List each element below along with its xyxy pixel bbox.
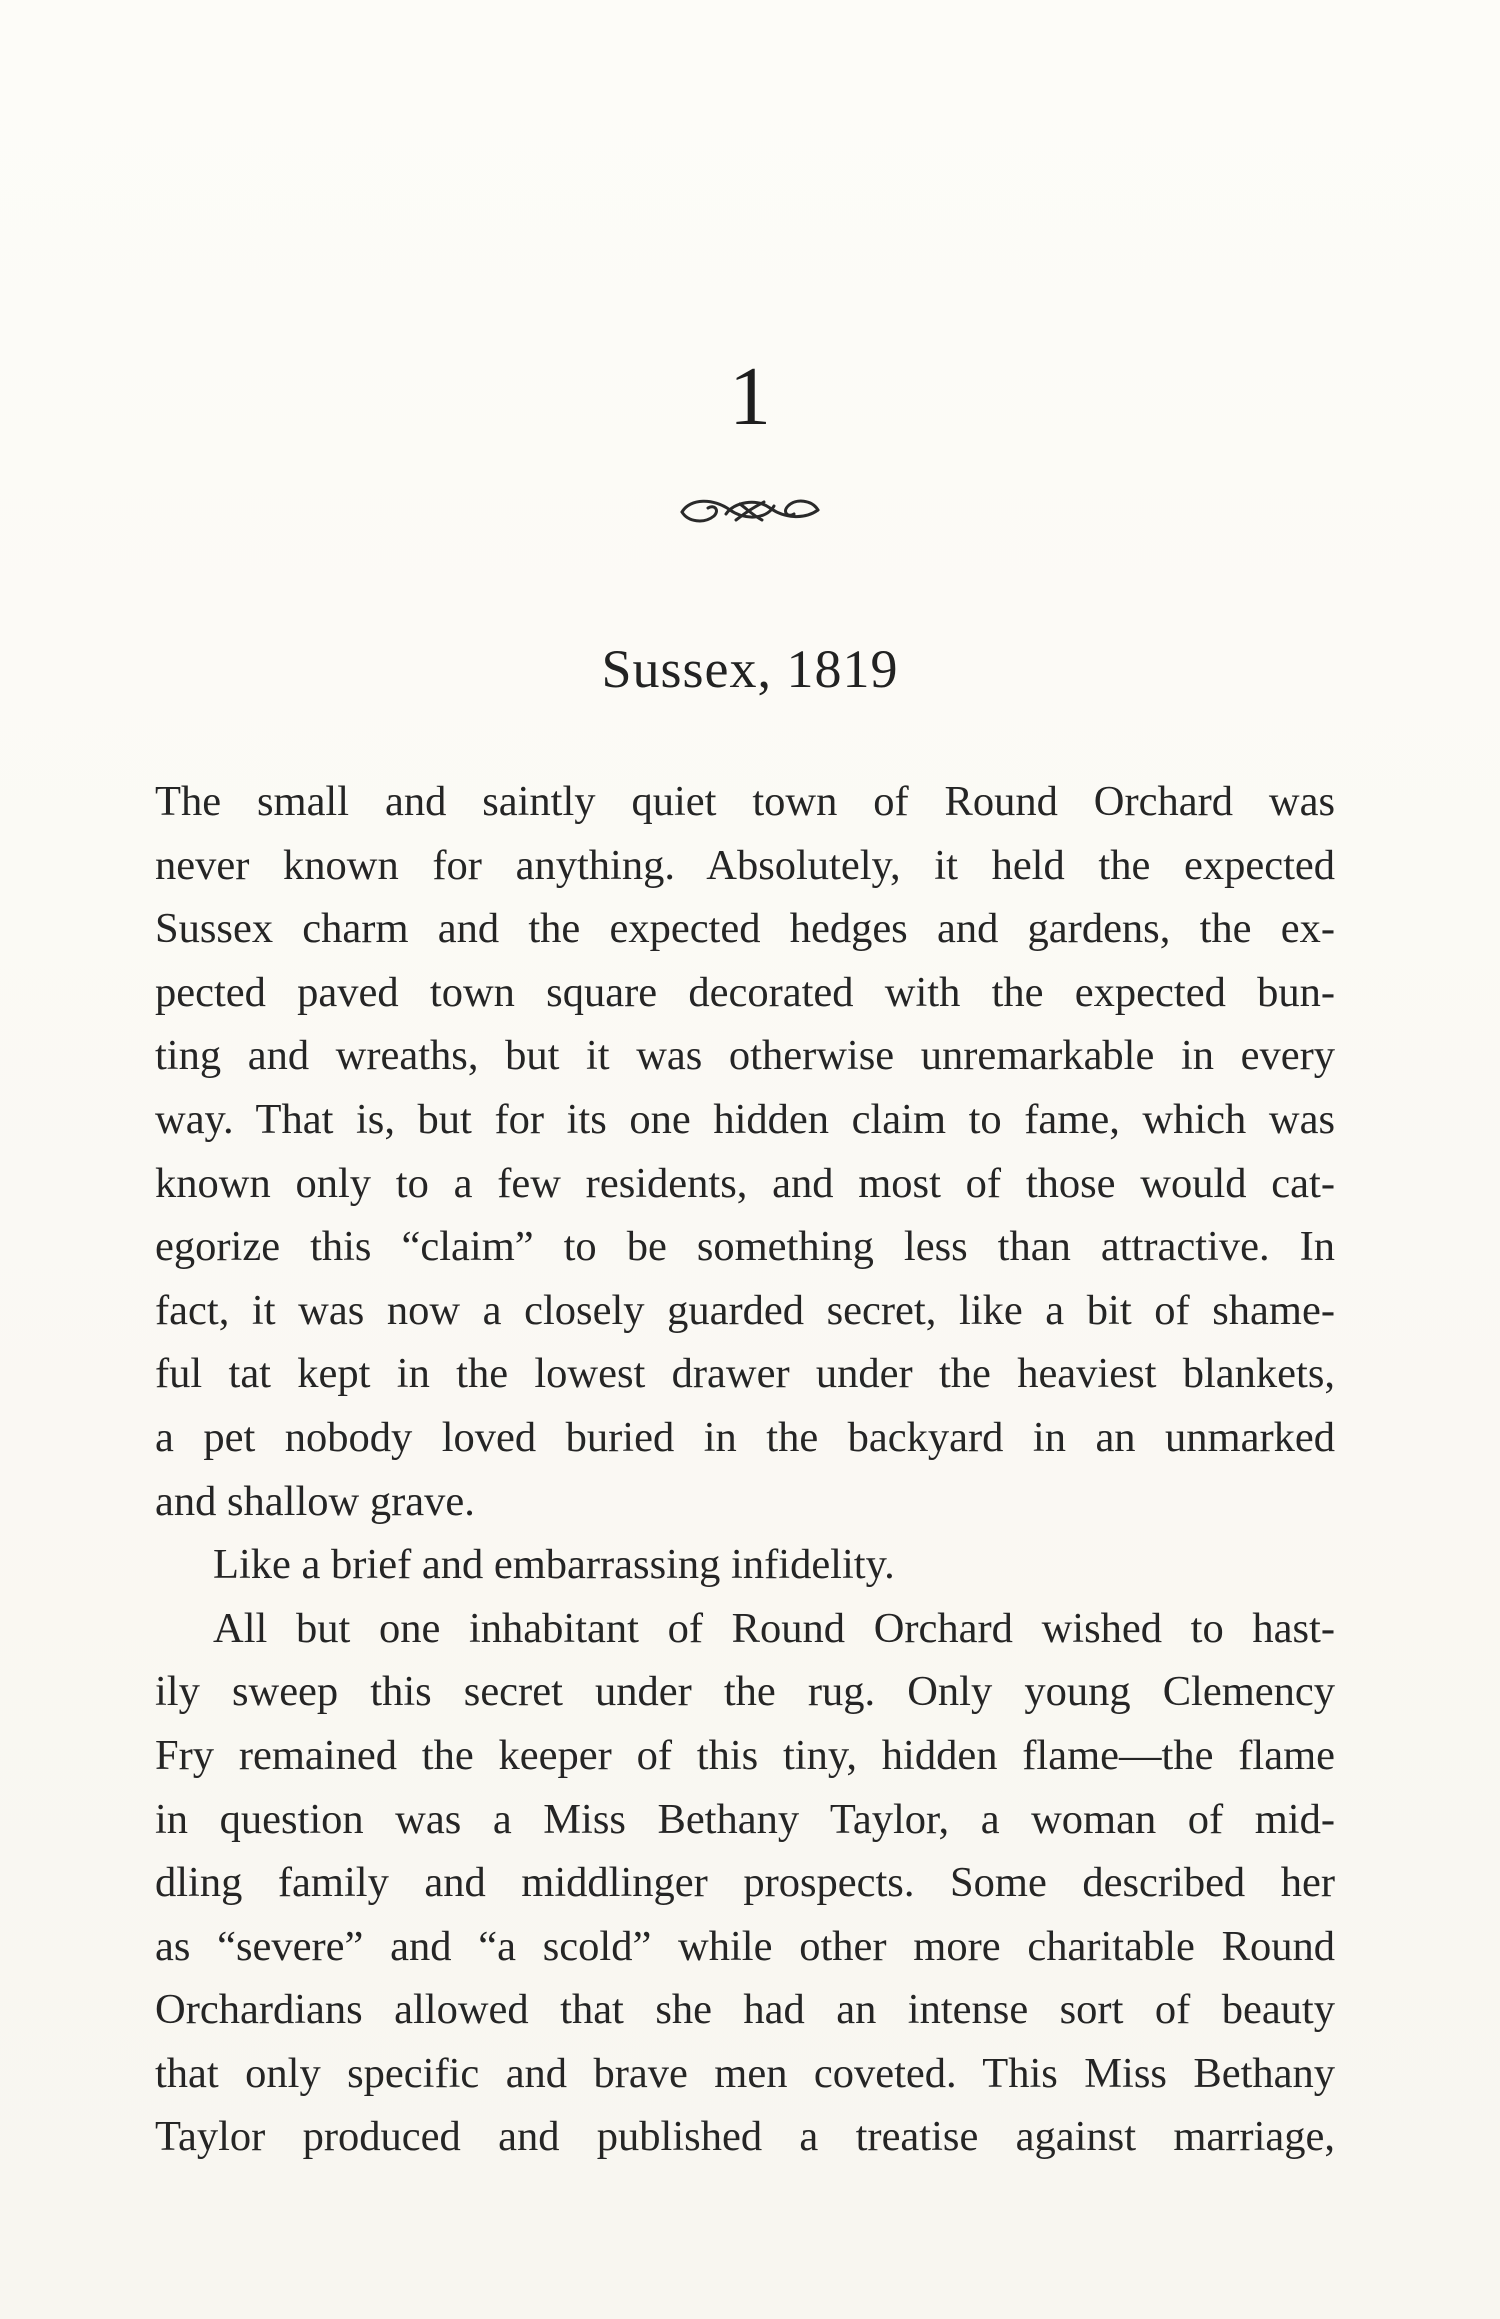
text-line: Fry remained the keeper of this tiny, hidden flame—the flame <box>155 1731 1335 1779</box>
text-line: The small and saintly quiet town of Round Orchard was <box>155 778 1335 825</box>
text-line: Taylor produced and published a treatise against marriage, <box>155 2113 1335 2161</box>
body-text <box>155 770 1335 2169</box>
text-line: never known for anything. Absolutely, it held the expected <box>155 841 1335 889</box>
text-line: in question was a Miss Bethany Taylor, a woman of mid- <box>155 1795 1335 1843</box>
text-line: dling family and middlinger prospects. Some described her <box>155 1859 1335 1907</box>
chapter-number: 1 <box>729 350 771 443</box>
text-line: known only to a few residents, and most of those would cat- <box>155 1159 1335 1207</box>
text-line: a pet nobody loved buried in the backyard in an unmarked <box>155 1413 1335 1461</box>
text-line: that only specific and brave men coveted. This Miss Bethany <box>155 2049 1335 2097</box>
text-line: Like a brief and embarrassing infidelity. <box>213 1541 895 1589</box>
text-line: Sussex charm and the expected hedges and gardens, the ex- <box>155 905 1335 953</box>
flourish-ornament-icon <box>670 480 830 540</box>
text-line: and shallow grave. <box>155 1477 475 1525</box>
text-line: ting and wreaths, but it was otherwise unremarkable in every <box>155 1032 1335 1080</box>
text-line: egorize this “claim” to be something less than attractive. In <box>155 1223 1335 1271</box>
text-line: fact, it was now a closely guarded secret, like a bit of shame- <box>155 1286 1335 1334</box>
text-line: ful tat kept in the lowest drawer under the heaviest blankets, <box>155 1350 1335 1398</box>
text-line: pected paved town square decorated with the expected bun- <box>155 968 1335 1016</box>
chapter-subtitle: Sussex, 1819 <box>601 639 899 699</box>
text-line: ily sweep this secret under the rug. Only young Clemency <box>155 1668 1335 1716</box>
text-line: Orchardians allowed that she had an intense sort of beauty <box>155 1986 1335 2034</box>
text-line: way. That is, but for its one hidden claim to fame, which was <box>155 1095 1335 1143</box>
text-line: as “severe” and “a scold” while other more charitable Round <box>155 1922 1335 1970</box>
text-line: All but one inhabitant of Round Orchard wished to hast- <box>213 1604 1335 1652</box>
